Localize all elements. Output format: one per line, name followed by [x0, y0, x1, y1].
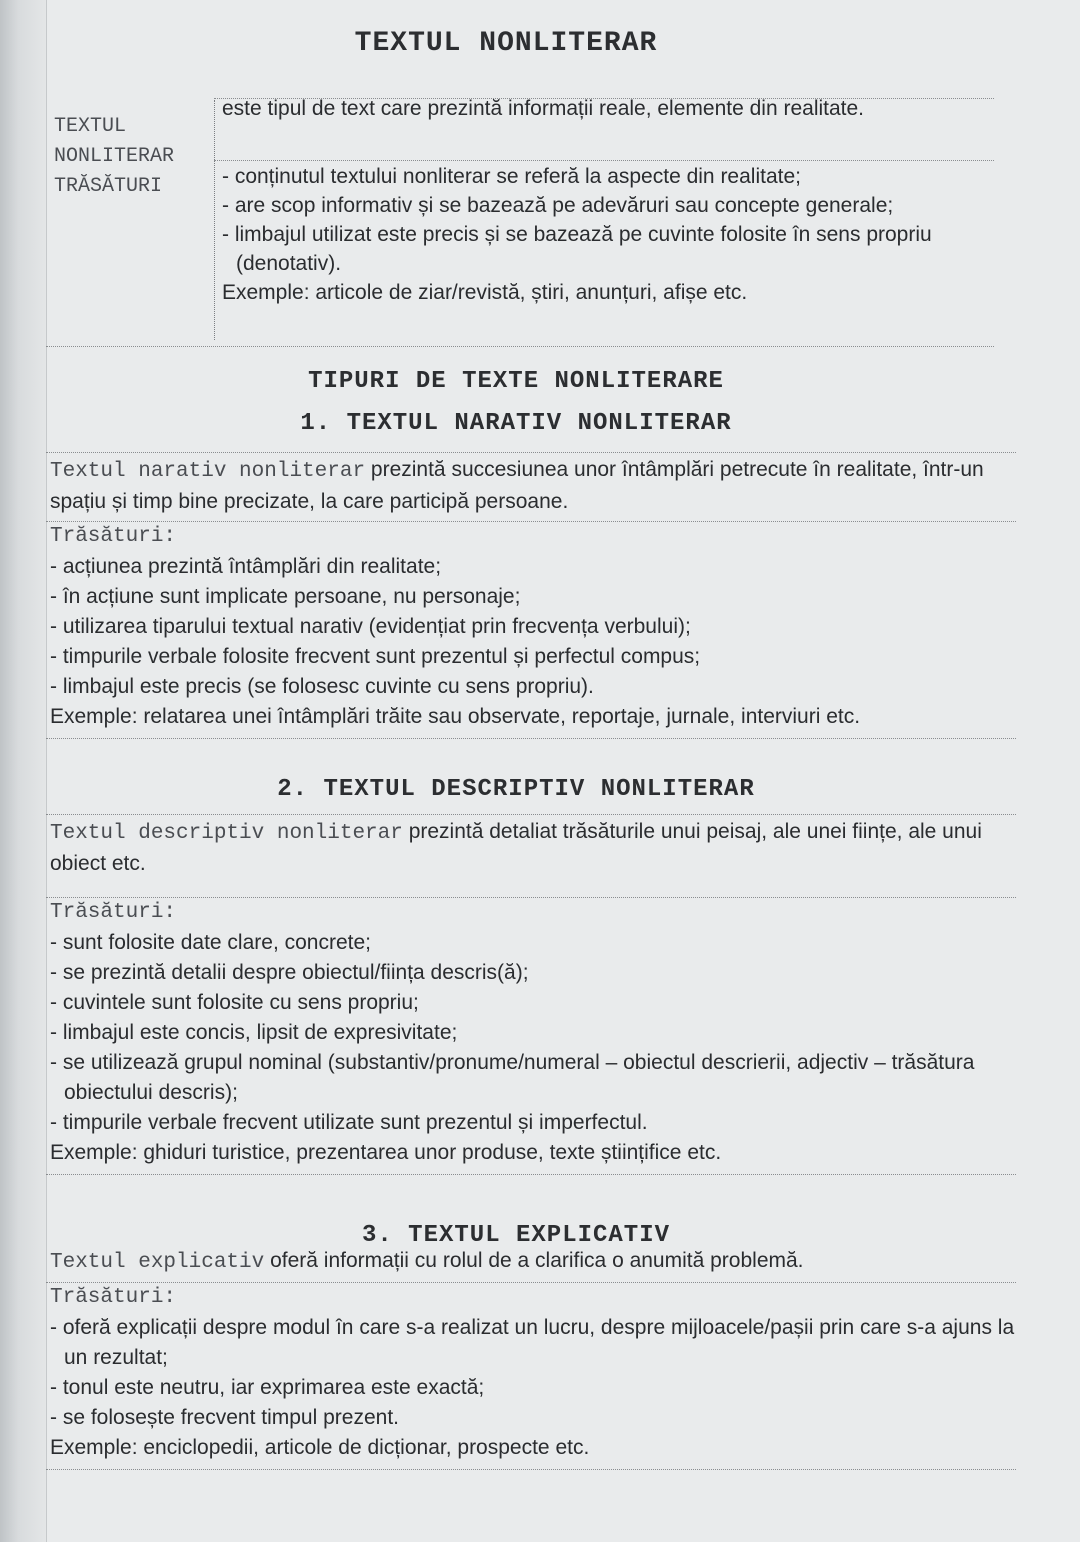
section-examples: Exemple: relatarea unei întâmplări trăite sau observate, reportaje, jurnale, interviuri etc.	[50, 705, 861, 728]
page	[46, 0, 1046, 1542]
list-item: - limbajul este concis, lipsit de expresivitate;	[50, 1021, 458, 1044]
section-examples: Exemple: enciclopedii, articole de dicționar, prospecte etc.	[50, 1436, 590, 1459]
section-narativ	[46, 452, 1016, 739]
definition-text: este tipul de text care prezintă informații reale, elemente din realitate.	[222, 97, 865, 120]
types-heading: TIPURI DE TEXTE NONLITERARE	[308, 368, 724, 395]
section-definition-text: prezintă detaliat trăsăturile unui peisaj, ale unei ființe, ale unui obiect etc.	[50, 820, 982, 875]
features-label: Trăsături:	[50, 901, 177, 924]
book-spine	[0, 0, 47, 1542]
section-definition	[46, 815, 1016, 883]
features-label: Trăsături:	[50, 1286, 177, 1309]
list-item: - utilizarea tiparului textual narativ (evidențiat prin frecvența verbului);	[50, 615, 691, 638]
list-item: - timpurile verbale folosite frecvent sunt prezentul și perfectul compus;	[50, 645, 701, 668]
label-trasaturi: TRĂSĂTURI	[54, 175, 163, 198]
list-item: - limbajul utilizat este precis și se bazează pe cuvinte folosite în sens propriu (denotativ).	[222, 223, 932, 275]
list-item: - sunt folosite date clare, concrete;	[50, 931, 371, 954]
definition-labels	[54, 112, 214, 202]
section-explicativ	[46, 1244, 1016, 1470]
section-descriptiv	[46, 814, 1016, 1175]
definition-table	[46, 94, 994, 346]
section-definition-text: oferă informații cu rolul de a clarifica o anumită problemă.	[264, 1249, 804, 1272]
section-term: Textul explicativ	[50, 1251, 265, 1274]
definition-features	[222, 162, 992, 307]
section-heading-descriptiv: 2. TEXTUL DESCRIPTIV NONLITERAR	[277, 776, 755, 803]
features-label: Trăsături:	[50, 525, 177, 548]
list-item: - cuvintele sunt folosite cu sens propriu;	[50, 991, 419, 1014]
list-item: - tonul este neutru, iar exprimarea este exactă;	[50, 1376, 485, 1399]
section-examples: Exemple: ghiduri turistice, prezentarea unor produse, texte științifice etc.	[50, 1141, 722, 1164]
page-title: TEXTUL NONLITERAR	[354, 28, 658, 59]
section-definition	[46, 1244, 1016, 1282]
section-term: Textul narativ nonliterar	[50, 460, 366, 483]
label-textul: TEXTUL	[54, 115, 127, 138]
section-definition	[46, 453, 1016, 521]
list-item: - conținutul textului nonliterar se referă la aspecte din realitate;	[222, 165, 801, 188]
definition-examples: Exemple: articole de ziar/revistă, știri, anunțuri, afișe etc.	[222, 281, 748, 304]
list-item: - are scop informativ și se bazează pe adevăruri sau concepte generale;	[222, 194, 894, 217]
list-item: - limbajul este precis (se folosesc cuvinte cu sens propriu).	[50, 675, 594, 698]
section-heading-explicativ: 3. TEXTUL EXPLICATIV	[361, 1222, 671, 1249]
list-item: - oferă explicații despre modul în care s-a realizat un lucru, despre mijloacele/pașii prin care s-a ajuns la un rezultat;	[50, 1316, 1015, 1369]
list-item: - timpurile verbale frecvent utilizate sunt prezentul și imperfectul.	[50, 1111, 648, 1134]
section-definition-text: prezintă succesiunea unor întâmplări petrecute în realitate, într-un spațiu și timp bine precizate, la care participă persoane.	[50, 458, 984, 513]
list-item: - se folosește frecvent timpul prezent.	[50, 1406, 399, 1429]
list-item: - se utilizează grupul nominal (substantiv/pronume/numeral – obiectul descrierii, adjectiv – trăsătura obiectului descris);	[50, 1051, 975, 1104]
label-nonliterar: NONLITERAR	[54, 145, 175, 168]
list-item: - se prezintă detalii despre obiectul/ființa descris(ă);	[50, 961, 529, 984]
section-term: Textul descriptiv nonliterar	[50, 822, 403, 845]
list-item: - în acțiune sunt implicate persoane, nu personaje;	[50, 585, 521, 608]
list-item: - acțiunea prezintă întâmplări din realitate;	[50, 555, 442, 578]
section-heading-narativ: 1. TEXTUL NARATIV NONLITERAR	[300, 410, 732, 437]
